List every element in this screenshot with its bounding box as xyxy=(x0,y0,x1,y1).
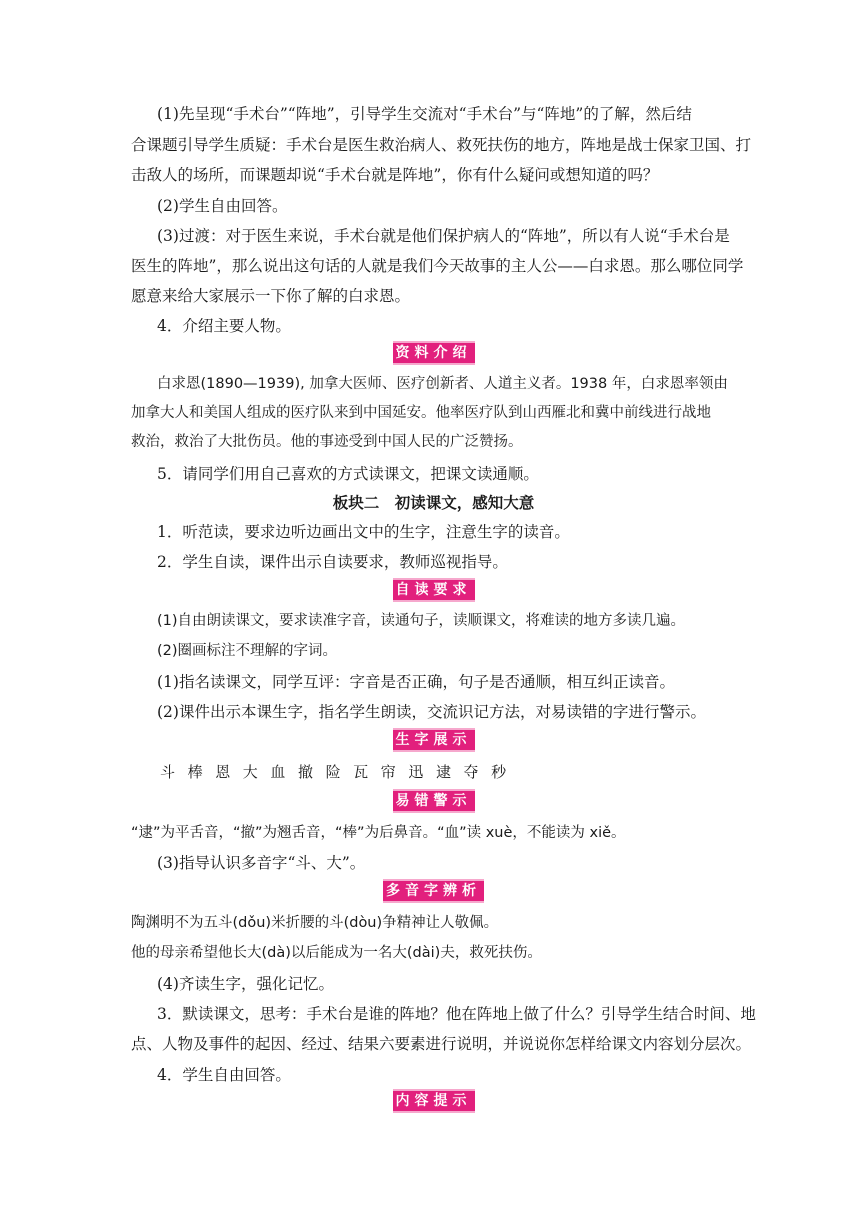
new-char: 恩 xyxy=(215,763,231,781)
badge-container xyxy=(131,728,736,750)
paragraph-line: (2)学生自由回答。 xyxy=(157,197,288,215)
paragraph-line: 3．默读课文，思考：手术台是谁的阵地？他在阵地上做了什么？引导学生结合时间、地 xyxy=(157,1005,756,1023)
new-char: 大 xyxy=(242,763,258,781)
paragraph-line: (3)过渡：对于医生来说，手术台就是他们保护病人的“阵地”，所以有人说“手术台是 xyxy=(157,227,730,245)
info-line: (2)圈画标注不理解的字词。 xyxy=(157,643,338,659)
new-characters-row xyxy=(160,762,519,782)
badge-new-chars: 生字展示 xyxy=(393,728,475,752)
info-line: (1)自由朗读课文，要求读准字音，读通句子，读顺课文，将难读的地方多读几遍。 xyxy=(157,613,686,629)
badge-material-intro: 资料介绍 xyxy=(393,341,475,365)
badge-error-warning: 易错警示 xyxy=(393,789,475,813)
badge-container xyxy=(131,341,736,363)
new-char: 瓦 xyxy=(353,763,369,781)
info-line: 救治，救治了大批伤员。他的事迹受到中国人民的广泛赞扬。 xyxy=(131,434,523,450)
new-char: 撤 xyxy=(297,763,313,781)
new-char: 棒 xyxy=(187,763,203,781)
badge-self-reading: 自读要求 xyxy=(393,578,475,602)
badge-container xyxy=(131,578,736,600)
badge-container xyxy=(131,789,736,811)
paragraph-line: 合课题引导学生质疑：手术台是医生救治病人、救死扶伤的地方，阵地是战士保家卫国、打 xyxy=(131,136,752,154)
new-char: 血 xyxy=(270,763,286,781)
paragraph-line: (2)课件出示本课生字，指名学生朗读，交流识记方法，对易读错的字进行警示。 xyxy=(157,703,706,721)
badge-container xyxy=(131,879,736,901)
paragraph-line: 点、人物及事件的起因、经过、结果六要素进行说明，并说说你怎样给课文内容划分层次。 xyxy=(131,1035,752,1053)
paragraph-line: (4)齐读生字，强化记忆。 xyxy=(157,975,334,993)
paragraph-line: 4．介绍主要人物。 xyxy=(157,317,291,335)
info-line: 加拿大人和美国人组成的医疗队来到中国延安。他率医疗队到山西雁北和冀中前线进行战地 xyxy=(131,405,711,421)
badge-polyphone: 多音字辨析 xyxy=(383,879,484,903)
paragraph-line: 击敌人的场所，而课题却说“手术台就是阵地”，你有什么疑问或想知道的吗？ xyxy=(131,166,659,184)
new-char: 斗 xyxy=(160,763,176,781)
paragraph-line: 1．听范读，要求边听边画出文中的生字，注意生字的读音。 xyxy=(157,523,570,541)
badge-container xyxy=(131,1089,736,1111)
new-char: 帘 xyxy=(380,763,396,781)
paragraph-line: (3)指导认识多音字“斗、大”。 xyxy=(157,854,366,872)
info-line: 陶渊明不为五斗(dǒu)米折腰的斗(dòu)争精神让人敬佩。 xyxy=(131,915,499,931)
info-line: 白求恩(1890—1939), 加拿大医师、医疗创新者、人道主义者。1938 年，白求恩率领由 xyxy=(157,376,728,392)
new-char: 险 xyxy=(325,763,341,781)
new-char: 逮 xyxy=(435,763,451,781)
section-heading: 板块二 初读课文，感知大意 xyxy=(332,494,535,512)
paragraph-line: 2．学生自读，课件出示自读要求，教师巡视指导。 xyxy=(157,553,508,571)
new-char: 夺 xyxy=(463,763,479,781)
badge-content-hint: 内容提示 xyxy=(393,1089,475,1113)
paragraph-line: 4．学生自由回答。 xyxy=(157,1066,291,1084)
new-char: 迅 xyxy=(408,763,424,781)
paragraph-line: (1)指名读课文，同学互评：字音是否正确，句子是否通顺，相互纠正读音。 xyxy=(157,673,675,691)
info-line: “逮”为平舌音，“撤”为翘舌音，“棒”为后鼻音。“血”读 xuè，不能读为 xiě。 xyxy=(131,825,626,841)
new-char: 秒 xyxy=(491,763,507,781)
paragraph-line: 医生的阵地”，那么说出这句话的人就是我们今天故事的主人公——白求恩。那么哪位同学 xyxy=(131,257,744,275)
info-line: 他的母亲希望他长大(dà)以后能成为一名大(dài)夫，救死扶伤。 xyxy=(131,945,542,961)
paragraph-line: (1)先呈现“手术台”“阵地”，引导学生交流对“手术台”与“阵地”的了解，然后结 xyxy=(157,105,692,123)
paragraph-line: 愿意来给大家展示一下你了解的白求恩。 xyxy=(131,287,411,305)
paragraph-line: 5．请同学们用自己喜欢的方式读课文，把课文读通顺。 xyxy=(157,465,539,483)
